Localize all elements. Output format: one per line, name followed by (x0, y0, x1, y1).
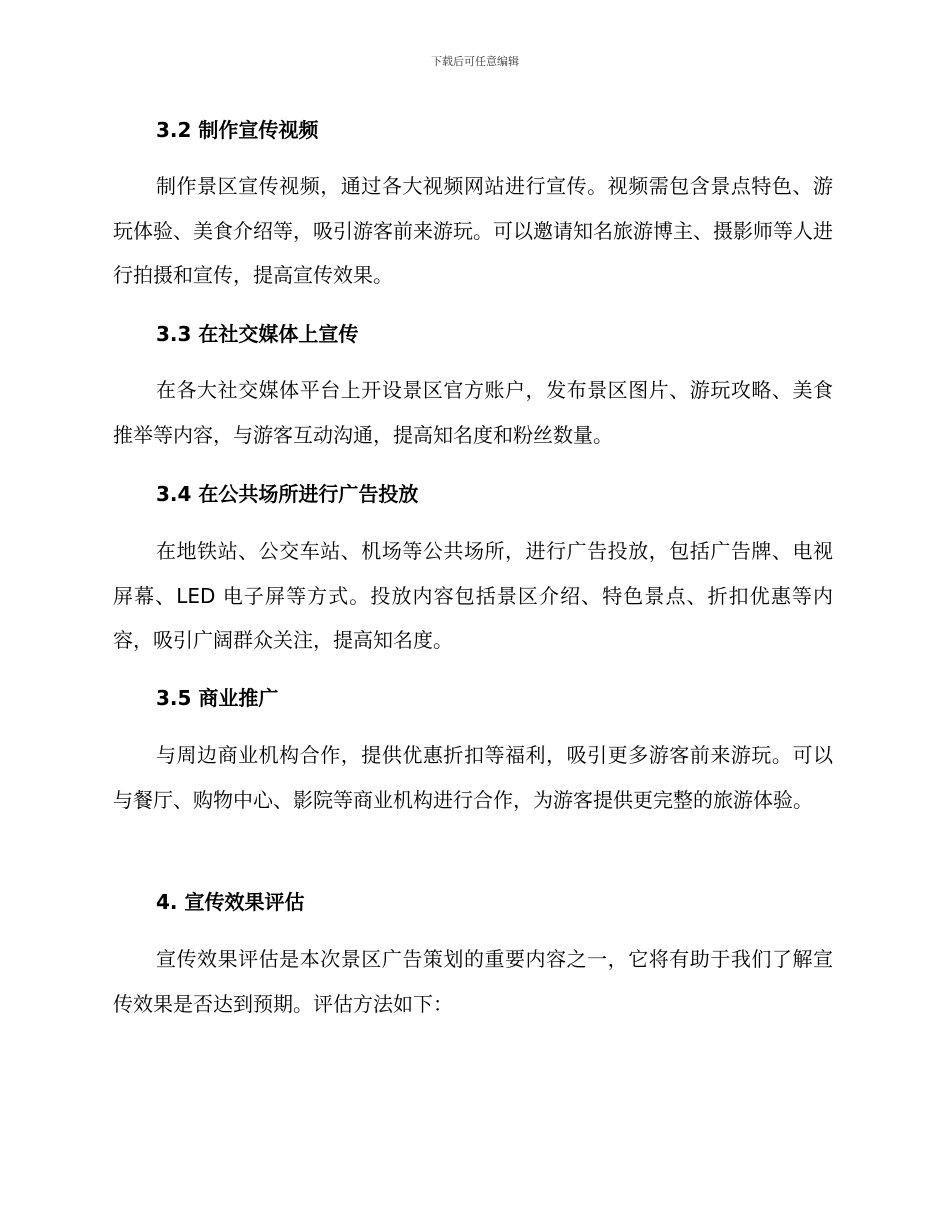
section-heading: 3.5 商业推广 (156, 686, 279, 710)
section-heading: 3.2 制作宣传视频 (156, 118, 319, 142)
section-heading: 3.4 在公共场所进行广告投放 (156, 482, 419, 506)
page-header: 下载后可任意编辑 (431, 55, 519, 68)
section-heading: 3.3 在社交媒体上宣传 (156, 322, 359, 346)
section-paragraph: 在地铁站、公交车站、机场等公共场所，进行广告投放，包括广告牌、电视屏幕、LED 电子屏等方式。投放内容包括景区介绍、特色景点、折扣优惠等内容，吸引广阔群众关注，提高知名度。 (113, 539, 833, 652)
section-paragraph: 宣传效果评估是本次景区广告策划的重要内容之一，它将有助于我们了解宣传效果是否达到预期。评估方法如下： (113, 947, 833, 1016)
section-paragraph: 与周边商业机构合作，提供优惠折扣等福利，吸引更多游客前来游玩。可以与餐厅、购物中心、影院等商业机构进行合作，为游客提供更完整的旅游体验。 (113, 743, 833, 812)
section-paragraph: 在各大社交媒体平台上开设景区官方账户，发布景区图片、游玩攻略、美食推举等内容，与游客互动沟通，提高知名度和粉丝数量。 (113, 378, 833, 447)
section-heading: 4. 宣传效果评估 (156, 890, 305, 914)
section-paragraph: 制作景区宣传视频，通过各大视频网站进行宣传。视频需包含景点特色、游玩体验、美食介绍等，吸引游客前来游玩。可以邀请知名旅游博主、摄影师等人进行拍摄和宣传，提高宣传效果。 (113, 174, 833, 287)
